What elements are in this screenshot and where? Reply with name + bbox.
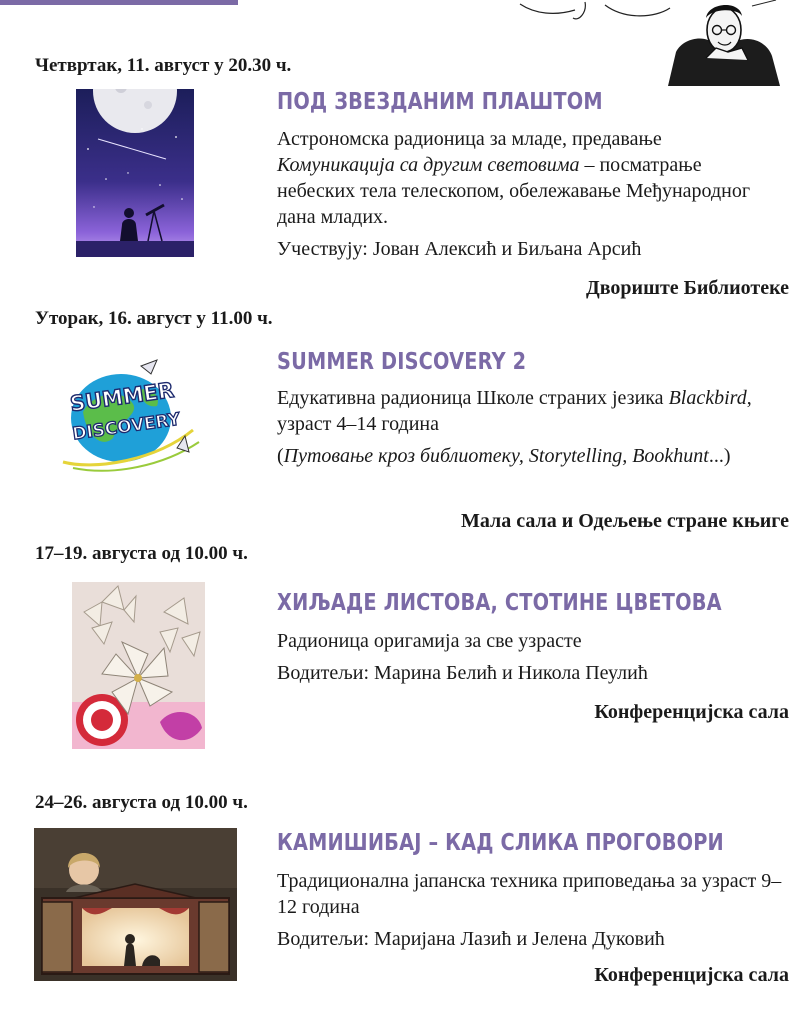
event-2-title: SUMMER DISCOVERY 2 xyxy=(277,349,527,375)
event-4-description: Традиционална јапанска техника приповедања за узраст 9–12 година Водитељи: Маријана Лазић и Јелена Дуковић xyxy=(277,870,782,950)
event-3-date: 17–19. августа од 10.00 ч. xyxy=(35,543,248,564)
event-4-leaders: Водитељи: Маријана Лазић и Јелена Дуковић xyxy=(277,928,665,950)
event-4-date: 24–26. августа од 10.00 ч. xyxy=(35,792,248,813)
signature-doodle xyxy=(515,0,675,25)
origami-flowers-image xyxy=(72,582,205,749)
summer-discovery-logo xyxy=(53,352,203,477)
event-4-title: КАМИШИБАЈ – КАД СЛИКА ПРОГОВОРИ xyxy=(277,830,724,856)
event-1-venue: Двориште Библиотеке xyxy=(586,277,789,299)
event-3-title: ХИЉАДЕ ЛИСТОВА, СТОТИНЕ ЦВЕТОВА xyxy=(277,590,722,616)
logo-word-summer: SUMMER xyxy=(68,377,176,417)
event-1-title: ПОД ЗВЕЗДАНИМ ПЛАШТОМ xyxy=(277,89,603,115)
event-2-venue: Мала сала и Одељење стране књиге xyxy=(460,510,789,532)
event-1-participants: Учествују: Јован Алексић и Биљана Арсић xyxy=(277,238,642,260)
event-2-date: Уторак, 16. август у 11.00 ч. xyxy=(35,308,273,329)
top-accent-bar xyxy=(0,0,238,5)
event-3-venue: Конференцијска сала xyxy=(594,701,789,723)
logo-word-discovery: DISCOVERY xyxy=(71,409,182,445)
event-3-description: Радионица оригамија за све узрасте Водитељи: Марина Белић и Никола Пеулић xyxy=(277,628,782,686)
author-sketch-portrait xyxy=(668,0,780,86)
event-1-description: Астрономска радионица за младе, предавање Комуникација са другим световима – посматрање небеских тела телескопом, обележавање Међународног дана младих. Учествују: Јован Алексић и Биљана Арсић xyxy=(277,126,782,262)
event-1-date: Четвртак, 11. август у 20.30 ч. xyxy=(35,55,292,76)
event-2-description: Едукативна радионица Школе страних језика Blackbird, узраст 4–14 година (Путовање кроз библиотеку, Storytelling, Bookhunt...) xyxy=(277,387,752,467)
night-sky-telescope-image xyxy=(76,89,194,257)
event-3-leaders: Водитељи: Марина Белић и Никола Пеулић xyxy=(277,662,648,684)
event-4-venue: Конференцијска сала xyxy=(594,964,789,986)
kamishibai-theater-image xyxy=(34,828,237,981)
